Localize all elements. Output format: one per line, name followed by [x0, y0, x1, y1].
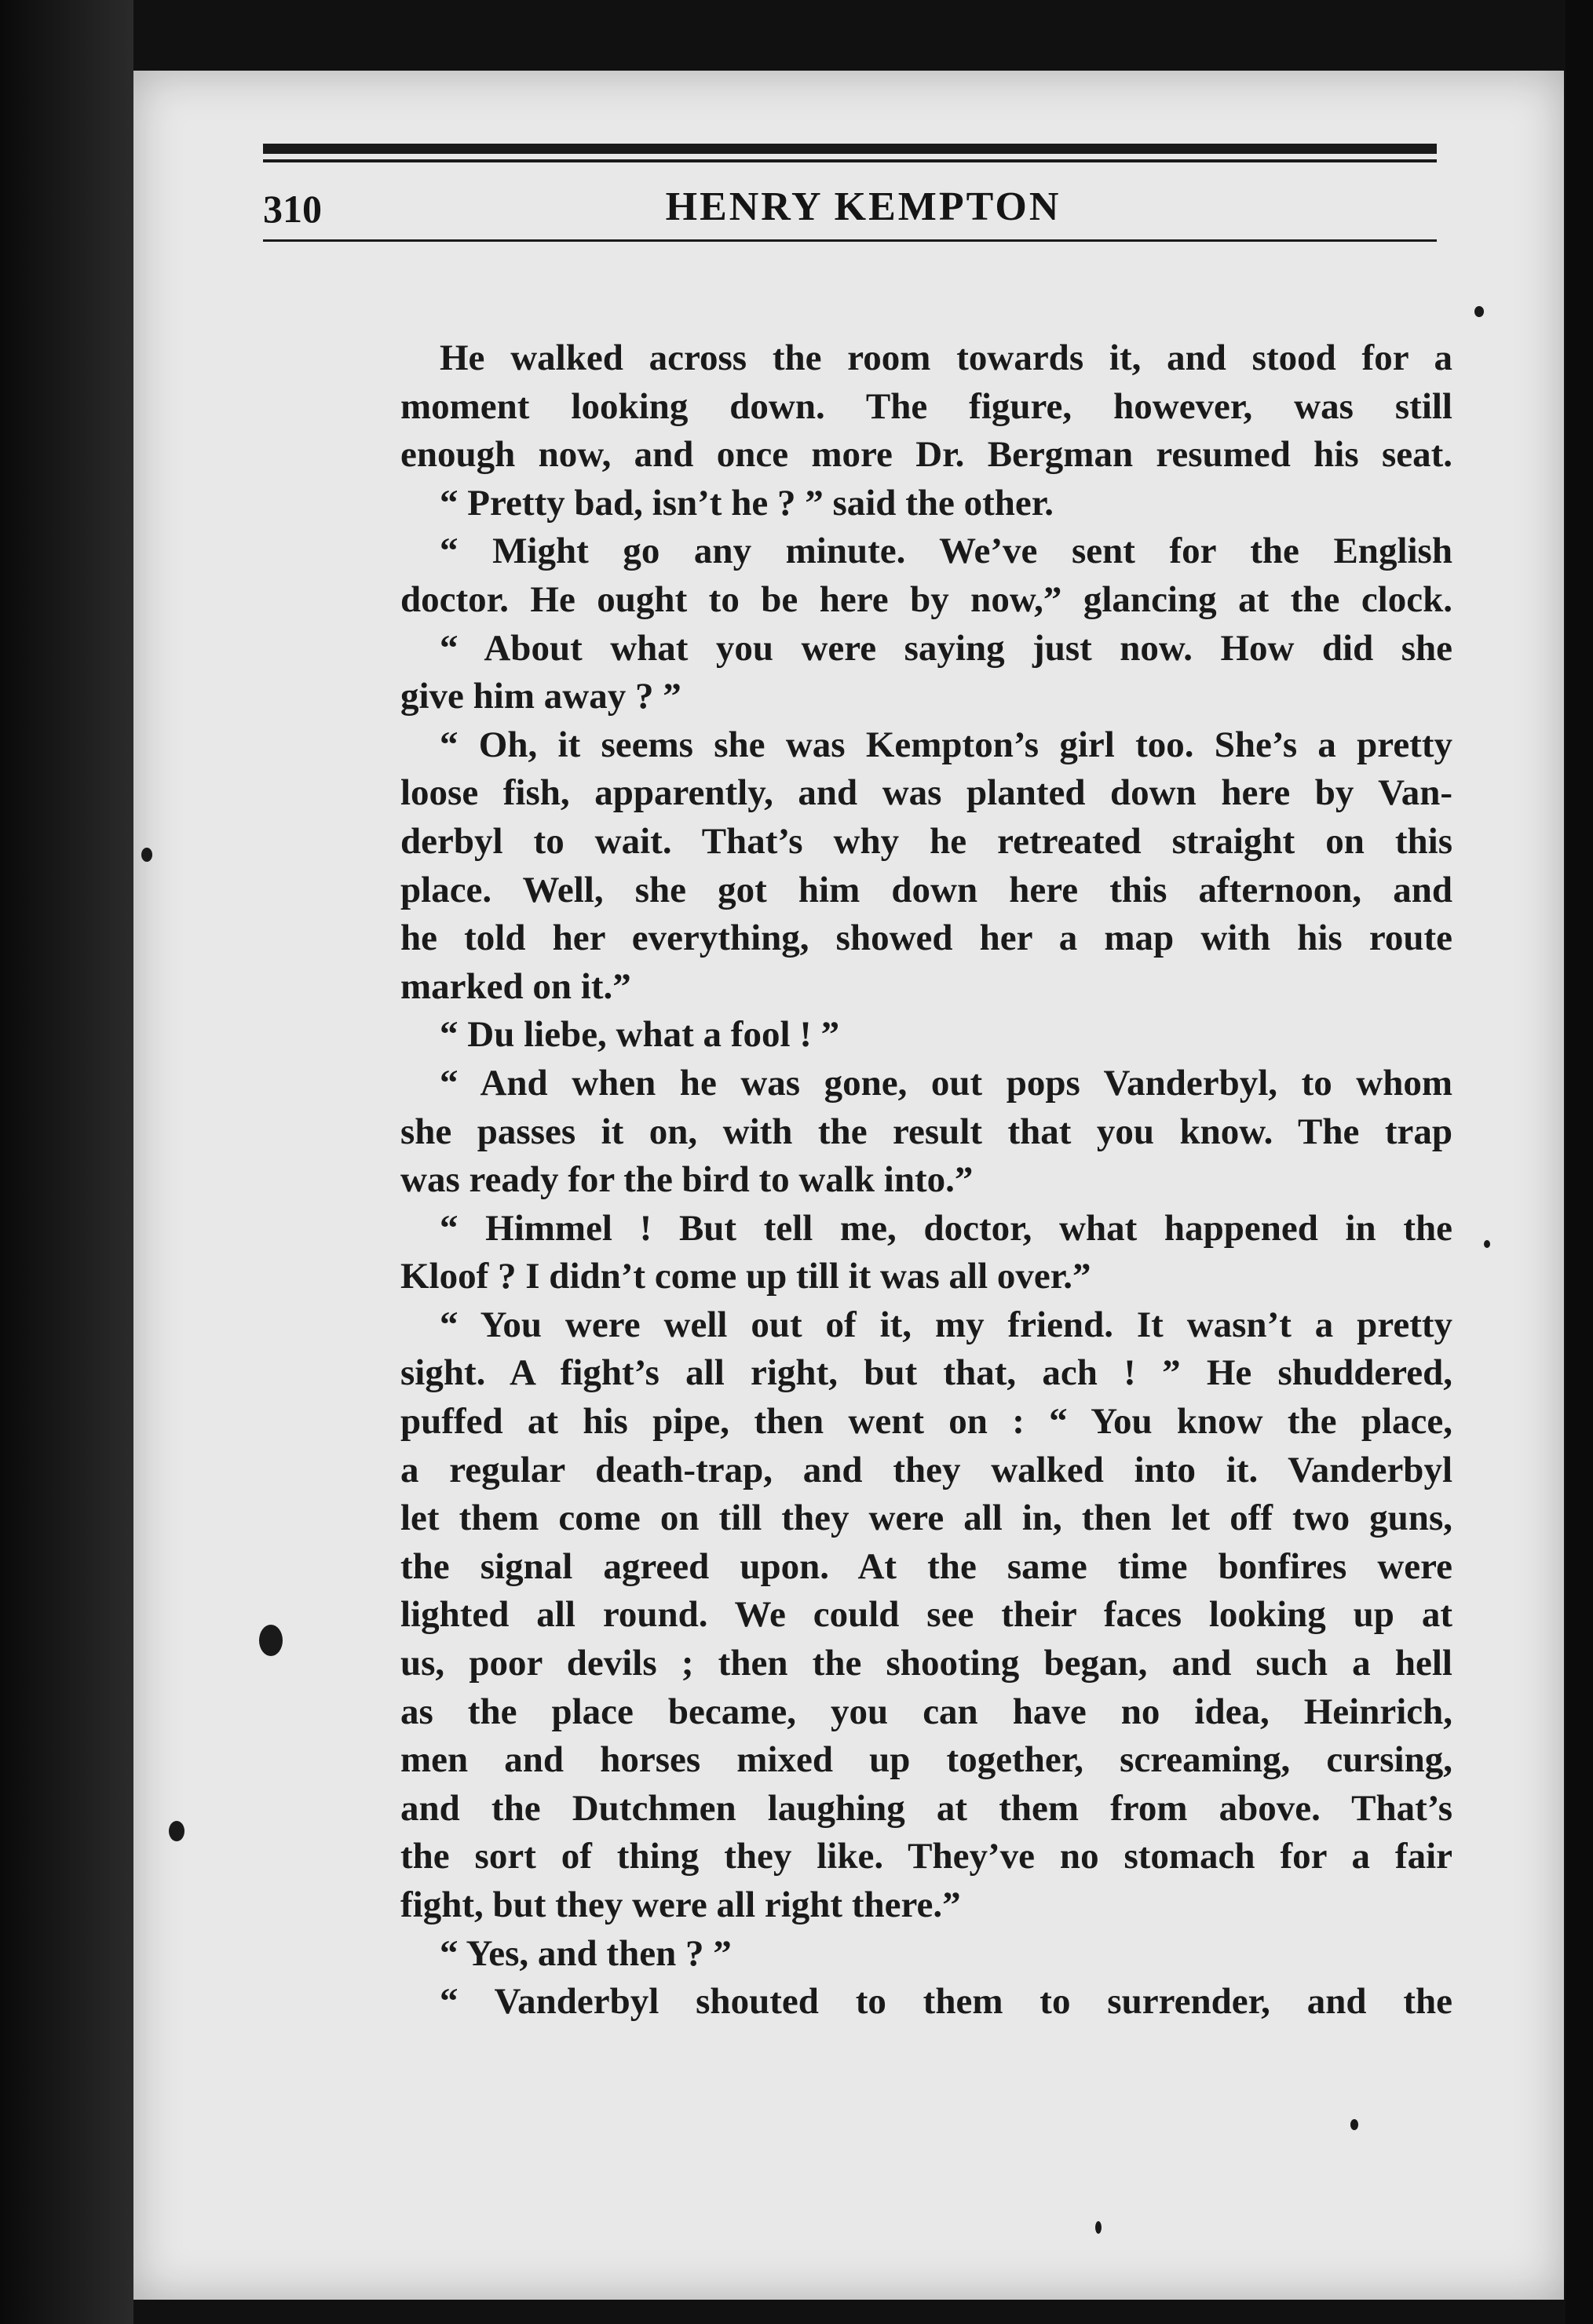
text-line: was ready for the bird to walk into.”: [400, 1159, 974, 1201]
text-line: she passes it on, with the result that you know. The trap: [400, 1111, 1452, 1152]
header-rule-thin: [263, 159, 1437, 162]
page-number: 310: [263, 187, 322, 231]
text-line: “ Pretty bad, isn’t he ? ” said the other.: [440, 482, 1054, 524]
header-underline: [263, 239, 1437, 242]
text-line: “ About what you were saying just now. How did she: [440, 627, 1452, 669]
text-line: derbyl to wait. That’s why he retreated straight on this: [400, 820, 1452, 862]
text-line: place. Well, she got him down here this afternoon, and: [400, 869, 1452, 910]
text-line: doctor. He ought to be here by now,” glancing at the clock.: [400, 578, 1452, 620]
text-line: “ And when he was gone, out pops Vanderbyl, to whom: [440, 1062, 1452, 1104]
film-border-left: [0, 0, 133, 2324]
text-line: “ Might go any minute. We’ve sent for the English: [440, 531, 1452, 572]
text-line: He walked across the room towards it, and stood for a: [440, 337, 1452, 378]
text-line: give him away ? ”: [400, 676, 681, 717]
text-line: a regular death-trap, and they walked into it. Vanderbyl: [400, 1449, 1452, 1490]
text-line: “ Oh, it seems she was Kempton’s girl too. She’s a pretty: [440, 724, 1452, 765]
text-line: “ You were well out of it, my friend. It wasn’t a pretty: [440, 1304, 1452, 1345]
text-line: Kloof ? I didn’t come up till it was all over.”: [400, 1256, 1091, 1297]
text-line: the signal agreed upon. At the same time bonfires were: [400, 1545, 1452, 1587]
text-line: loose fish, apparently, and was planted down here by Van-: [400, 772, 1452, 814]
text-line: us, poor devils ; then the shooting began, and such a hell: [400, 1643, 1452, 1684]
body-text: [400, 334, 1452, 2027]
text-line: fight, but they were all right there.”: [400, 1884, 961, 1925]
text-line: marked on it.”: [400, 965, 631, 1007]
text-line: “ Yes, and then ? ”: [440, 1932, 732, 1974]
header-rule-thick: [263, 144, 1437, 154]
text-line: “ Du liebe, what a fool ! ”: [440, 1014, 840, 1056]
text-line: moment looking down. The figure, however, was still: [400, 385, 1452, 427]
text-line: men and horses mixed up together, screaming, cursing,: [400, 1739, 1452, 1781]
text-line: puffed at his pipe, then went on : “ You know the place,: [400, 1401, 1452, 1443]
text-line: enough now, and once more Dr. Bergman resumed his seat.: [400, 434, 1452, 476]
text-line: the sort of thing they like. They’ve no stomach for a fair: [400, 1836, 1452, 1877]
text-line: as the place became, you can have no idea, Heinrich,: [400, 1691, 1452, 1732]
text-line: sight. A fight’s all right, but that, ach ! ” He shuddered,: [400, 1352, 1452, 1394]
text-line: he told her everything, showed her a map with his route: [400, 918, 1452, 959]
running-head: HENRY KEMPTON: [665, 184, 1061, 229]
film-border-right: [1566, 0, 1593, 2324]
text-line: let them come on till they were all in, then let off two guns,: [400, 1498, 1452, 1539]
text-line: and the Dutchmen laughing at them from above. That’s: [400, 1787, 1452, 1829]
text-line: “ Himmel ! But tell me, doctor, what happened in the: [440, 1207, 1452, 1249]
text-line: “ Vanderbyl shouted to them to surrender, and the: [440, 1981, 1452, 2023]
text-line: lighted all round. We could see their faces looking up at: [400, 1594, 1452, 1636]
